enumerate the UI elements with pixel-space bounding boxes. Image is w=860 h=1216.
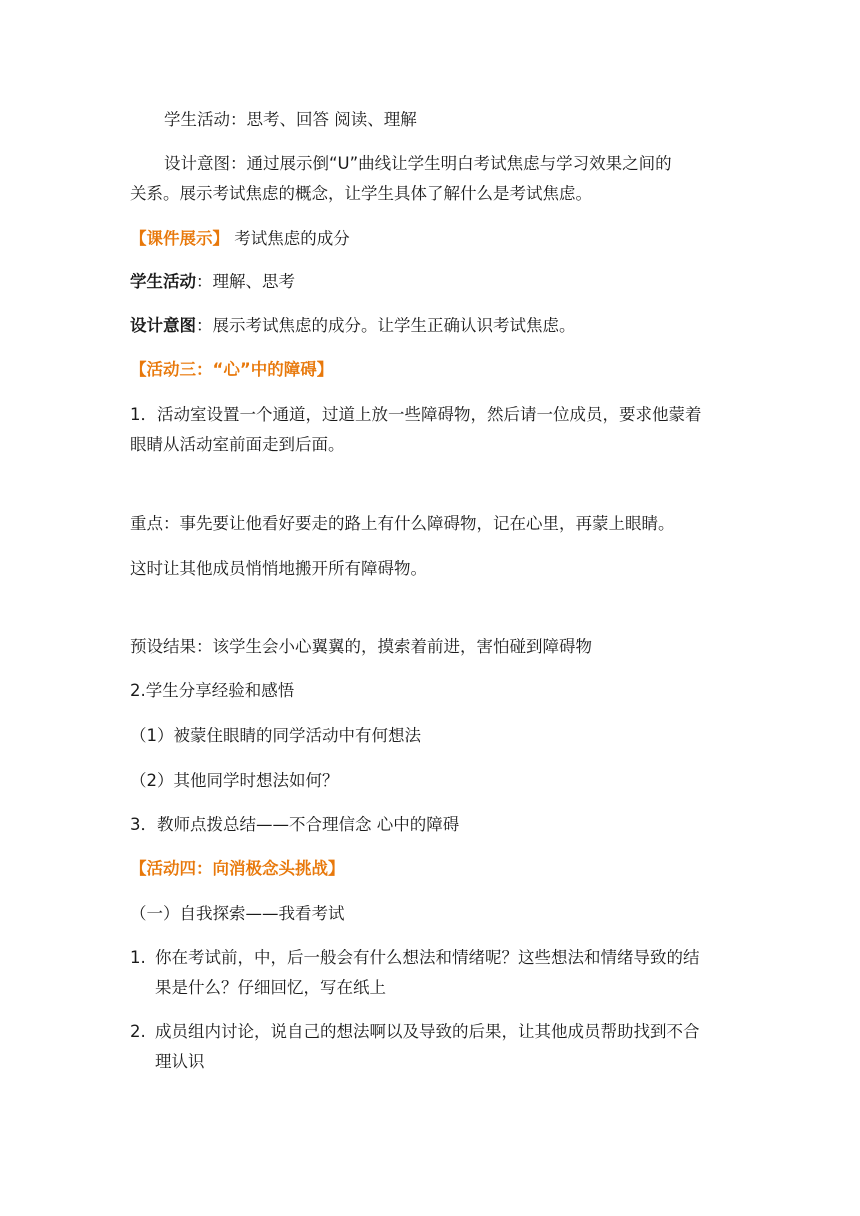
label-design-intent: 设计意图 — [130, 316, 196, 335]
paragraph-share-experience: 2.学生分享经验和感悟 — [130, 681, 295, 700]
paragraph-key-point: 重点：事先要让他看好要走的路上有什么障碍物，记在心里，再蒙上眼睛。 — [130, 514, 675, 533]
paragraph-design-intent-line2: 关系。展示考试焦虑的概念，让学生具体了解什么是考试焦虑。 — [130, 184, 592, 203]
list-item-2-line2: 理认识 — [155, 1052, 205, 1071]
heading-courseware — [130, 225, 730, 253]
courseware-tag: 【课件展示】 — [130, 229, 229, 248]
paragraph-design-intent-2 — [130, 312, 730, 340]
label-student-activity: 学生活动 — [130, 272, 196, 291]
paragraph-remove-obstacles: 这时让其他成员悄悄地搬开所有障碍物。 — [130, 559, 427, 578]
heading-activity-four: 【活动四：向消极念头挑战】 — [130, 859, 345, 878]
paragraph-design-intent-line1: 设计意图：通过展示倒“U”曲线让学生明白考试焦虑与学习效果之间的 — [164, 154, 672, 173]
paragraph-activity3-step1-line2: 眼睛从活动室前面走到后面。 — [130, 435, 345, 454]
paragraph-self-explore: （一）自我探索——我看考试 — [130, 904, 345, 923]
paragraph-question-1: （1）被蒙住眼睛的同学活动中有何想法 — [130, 726, 421, 745]
list-number-1: 1. — [130, 948, 146, 967]
courseware-text: 考试焦虑的成分 — [234, 229, 350, 248]
paragraph-expected-result: 预设结果：该学生会小心翼翼的，摸索着前进，害怕碰到障碍物 — [130, 637, 592, 656]
list-item-1-line1: 你在考试前，中，后一般会有什么想法和情绪呢？这些想法和情绪导致的结 — [155, 948, 700, 967]
heading-activity-three: 【活动三：“心”中的障碍】 — [130, 360, 334, 379]
paragraph-teacher-summary: 3．教师点拨总结——不合理信念 心中的障碍 — [130, 815, 460, 834]
paragraph-question-2: （2）其他同学时想法如何？ — [130, 771, 339, 790]
list-item-1-line2: 果是什么？仔细回忆，写在纸上 — [155, 978, 386, 997]
paragraph-student-activity: 学生活动：思考、回答 阅读、理解 — [164, 110, 417, 129]
list-item-2-line1: 成员组内讨论，说自己的想法啊以及导致的后果，让其他成员帮助找到不合 — [155, 1022, 700, 1041]
paragraph-activity3-step1-line1: 1．活动室设置一个通道，过道上放一些障碍物，然后请一位成员，要求他蒙着 — [130, 405, 702, 424]
text-student-activity: ：理解、思考 — [196, 272, 295, 291]
text-design-intent: ：展示考试焦虑的成分。让学生正确认识考试焦虑。 — [196, 316, 576, 335]
list-number-2: 2. — [130, 1022, 146, 1041]
paragraph-student-activity-2 — [130, 268, 730, 296]
